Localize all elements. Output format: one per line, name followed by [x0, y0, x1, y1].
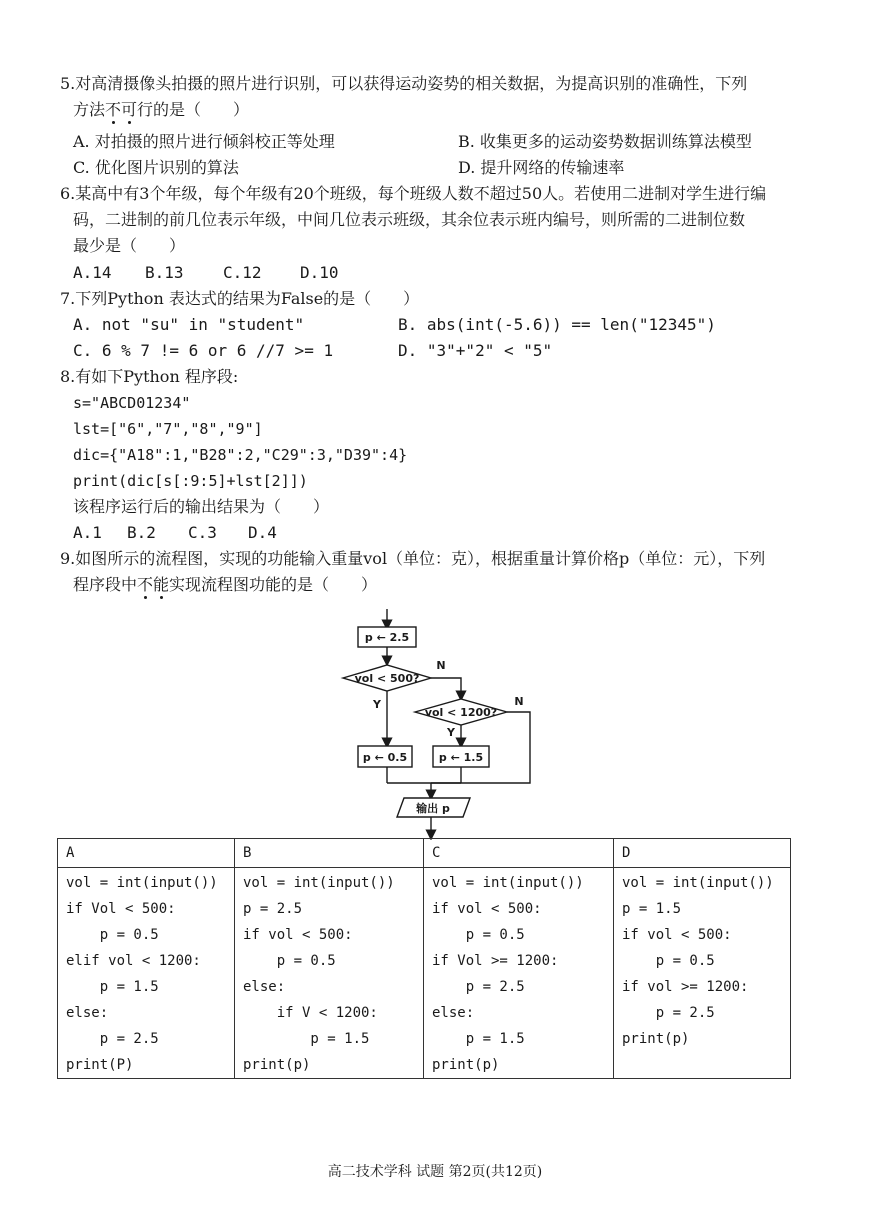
q9-stem2-post: 实现流程图功能的是（ ） [169, 575, 378, 594]
q6-stem-line3: 最少是（ ） [73, 236, 186, 255]
q6-stem-line2: 码，二进制的前几位表示年级，中间几位表示班级，其余位表示班内编号，则所需的二进制位数 [73, 210, 746, 229]
code-line: else: [432, 1005, 475, 1021]
code-line: else: [243, 979, 286, 995]
page-footer: 高二技术学科 试题 第2页(共12页) [327, 1164, 543, 1180]
code-line: vol = int(input()) [622, 875, 774, 891]
q7-option-c: C. 6 % 7 != 6 or 6 //7 >= 1 [73, 341, 334, 360]
code-header-b: B [235, 839, 424, 868]
q9-stem-line1: 9.如图所示的流程图，实现的功能输入重量vol（单位：克），根据重量计算价格p（单位：元），下列 [60, 549, 766, 568]
code-line: else: [66, 1005, 109, 1021]
cond2-no-label: N [514, 695, 524, 708]
code-table-body-row [58, 868, 791, 1079]
code-line: if vol >= 1200: [622, 979, 749, 995]
q5-stem2-post: 行的是（ ） [137, 100, 250, 119]
code-cell-a [58, 868, 235, 1079]
code-line: if V < 1200: [243, 1005, 378, 1021]
code-line: print(P) [66, 1057, 134, 1073]
q6-option-d: D.10 [300, 263, 339, 282]
q7-option-b: B. abs(int(-5.6)) == len("12345") [398, 315, 716, 334]
code-line: p = 2.5 [432, 979, 525, 995]
code-line: if vol < 500: [622, 927, 732, 943]
code-header-a: A [58, 839, 235, 868]
q8-option-b: B.2 [127, 523, 156, 542]
q8-option-c: C.3 [188, 523, 217, 542]
code-cell-b [235, 868, 424, 1079]
code-cell-d [614, 868, 791, 1079]
cond2-label: vol < 1200? [424, 706, 498, 719]
code-line: p = 1.5 [432, 1031, 525, 1047]
code-cell-c [424, 868, 614, 1079]
cond1-no-label: N [436, 659, 446, 672]
q5-option-c: C. 优化图片识别的算法 [73, 158, 239, 177]
q6-option-a: A.14 [73, 263, 112, 282]
code-line: if vol < 500: [432, 901, 542, 917]
output-label: 输出 p [416, 802, 450, 815]
code-line: if Vol >= 1200: [432, 953, 559, 969]
code-line: p = 0.5 [432, 927, 525, 943]
q5-option-d: D. 提升网络的传输速率 [458, 158, 625, 177]
q8-option-d: D.4 [248, 523, 277, 542]
q5-emphasis-bu: 不 [105, 100, 122, 119]
q5-stem2-pre: 方法 [73, 100, 106, 119]
code-table-header-row [58, 839, 791, 868]
q5-option-a: A. 对拍摄的照片进行倾斜校正等处理 [73, 132, 335, 151]
q5-stem-line2 [73, 99, 249, 121]
code-line: p = 0.5 [66, 927, 159, 943]
code-header-c: C [424, 839, 614, 868]
code-line: p = 0.5 [622, 953, 715, 969]
code-line: p = 1.5 [66, 979, 159, 995]
cond2-yes-label: Y [447, 726, 455, 739]
code-line: if vol < 500: [243, 927, 353, 943]
q6-option-b: B.13 [145, 263, 184, 282]
q8-code-line4: print(dic[s[:9:5]+lst[2]]) [73, 472, 308, 490]
q8-code-line1: s="ABCD01234" [73, 394, 191, 412]
code-line: p = 2.5 [243, 901, 303, 917]
q7-stem: 7.下列Python 表达式的结果为False的是（ ） [60, 289, 420, 308]
q8-code-line2: lst=["6","7","8","9"] [73, 420, 263, 438]
cond1-yes-label: Y [373, 698, 381, 711]
q8-code-line3: dic={"A18":1,"B28":2,"C29":3,"D39":4} [73, 446, 408, 464]
assign-1-5-label: p ← 1.5 [438, 751, 484, 764]
q9-emphasis-neng: 能 [153, 575, 170, 594]
code-line: elif vol < 1200: [66, 953, 201, 969]
code-line: vol = int(input()) [66, 875, 218, 891]
q7-option-a: A. not "su" in "student" [73, 315, 305, 334]
code-line: print(p) [432, 1057, 500, 1073]
q8-stem: 8.有如下Python 程序段: [60, 367, 239, 386]
q5-option-b: B. 收集更多的运动姿势数据训练算法模型 [458, 132, 752, 151]
code-line: p = 1.5 [622, 901, 682, 917]
q9-stem2-pre: 程序段中 [73, 575, 138, 594]
code-line: p = 0.5 [243, 953, 336, 969]
code-line: print(p) [622, 1031, 690, 1047]
code-line: vol = int(input()) [243, 875, 395, 891]
price-flowchart [330, 605, 550, 840]
cond1-label: vol < 500? [354, 672, 420, 685]
q6-option-c: C.12 [223, 263, 262, 282]
q7-option-d: D. "3"+"2" < "5" [398, 341, 553, 360]
q8-ask: 该程序运行后的输出结果为（ ） [73, 497, 330, 516]
code-line: if Vol < 500: [66, 901, 176, 917]
assign-0-5-label: p ← 0.5 [362, 751, 408, 764]
code-options-table [57, 838, 791, 1079]
q5-emphasis-ke: 可 [121, 100, 138, 119]
code-header-d: D [614, 839, 791, 868]
q5-stem-line1: 5.对高清摄像头拍摄的照片进行识别，可以获得运动姿势的相关数据，为提高识别的准确性，下列 [60, 74, 748, 93]
q6-stem-line1: 6.某高中有3个年级，每个年级有20个班级，每个班级人数不超过50人。若使用二进制对学生进行编 [60, 184, 767, 203]
code-line: print(p) [243, 1057, 311, 1073]
q8-option-a: A.1 [73, 523, 102, 542]
code-line: vol = int(input()) [432, 875, 584, 891]
code-line: p = 1.5 [243, 1031, 370, 1047]
flow-arrow-cond1-no [431, 678, 461, 696]
init-label: p ← 2.5 [364, 631, 410, 644]
q9-stem-line2 [73, 574, 377, 596]
code-line: p = 2.5 [622, 1005, 715, 1021]
code-line: p = 2.5 [66, 1031, 159, 1047]
q9-emphasis-bu: 不 [137, 575, 154, 594]
